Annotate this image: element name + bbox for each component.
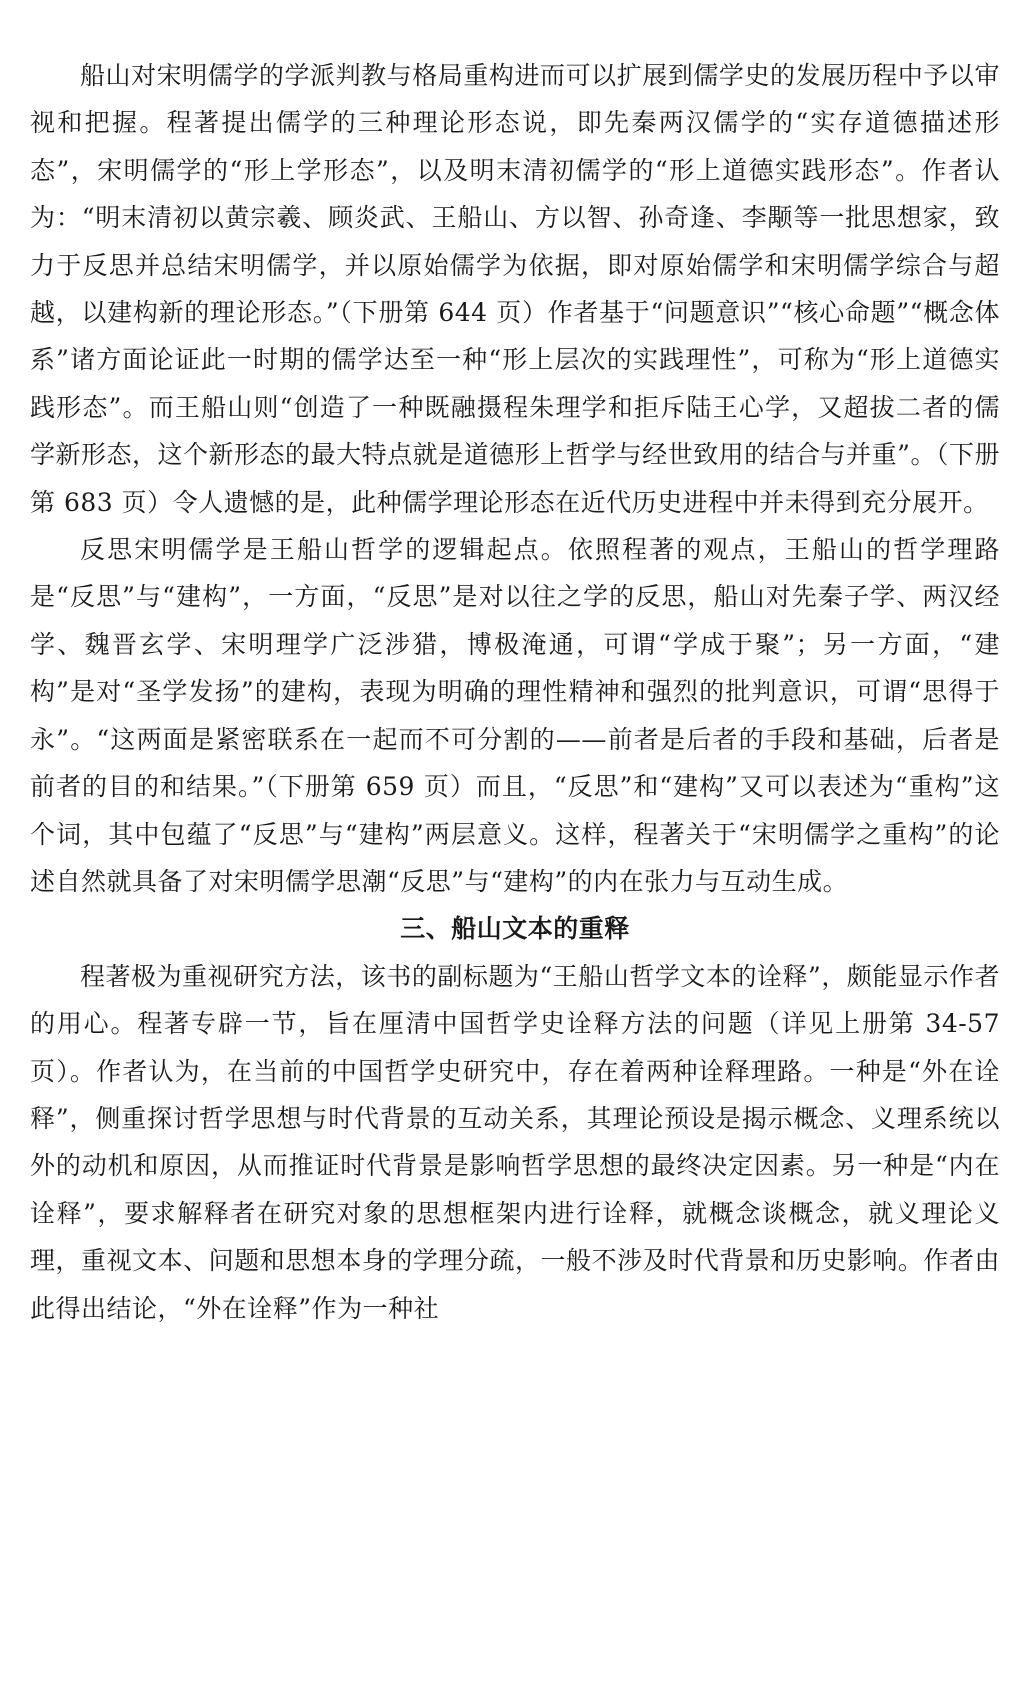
section-heading: 三、船山文本的重释 xyxy=(400,914,630,944)
document-page xyxy=(30,52,1000,1332)
paragraph-1: 船山对宋明儒学的学派判教与格局重构进而可以扩展到儒学史的发展历程中予以审视和把握。程著提出儒学的三种理论形态说，即先秦两汉儒学的“实存道德描述形态”，宋明儒学的“形上学形态”，以及明末清初儒学的“形上道德实践形态”。作者认为：“明末清初以黄宗羲、顾炎武、王船山、方以智、孙奇逢、李颙等一批思想家，致力于反思并总结宋明儒学，并以原始儒学为依据，即对原始儒学和宋明儒学综合与超越，以建构新的理论形态。”（下册第 644 页）作者基于“问题意识”“核心命题”“概念体系”诸方面论证此一时期的儒学达至一种“形上层次的实践理性”，可称为“形上道德实践形态”。而王船山则“创造了一种既融摄程朱理学和拒斥陆王心学，又超拔二者的儒学新形态，这个新形态的最大特点就是道德形上哲学与经世致用的结合与并重”。（下册第 683 页）令人遗憾的是，此种儒学理论形态在近代历史进程中并未得到充分展开。 xyxy=(30,61,1000,517)
paragraph-3: 程著极为重视研究方法，该书的副标题为“王船山哲学文本的诠释”，颇能显示作者的用心。程著专辟一节，旨在厘清中国哲学史诠释方法的问题（详见上册第 34-57 页）。作者认为，在当前的中国哲学史研究中，存在着两种诠释理路。一种是“外在诠释”，侧重探讨哲学思想与时代背景的互动关系，其理论预设是揭示概念、义理系统以外的动机和原因，从而推证时代背景是影响哲学思想的最终决定因素。另一种是“内在诠释”，要求解释者在研究对象的思想框架内进行诠释，就概念谈概念，就义理论义理，重视文本、问题和思想本身的学理分疏，一般不涉及时代背景和历史影响。作者由此得出结论，“外在诠释”作为一种社 xyxy=(30,961,1000,1323)
paragraph-2: 反思宋明儒学是王船山哲学的逻辑起点。依照程著的观点，王船山的哲学理路是“反思”与“建构”，一方面，“反思”是对以往之学的反思，船山对先秦子学、两汉经学、魏晋玄学、宋明理学广泛涉猎，博极淹通，可谓“学成于聚”；另一方面，“建构”是对“圣学发扬”的建构，表现为明确的理性精神和强烈的批判意识，可谓“思得于永”。“这两面是紧密联系在一起而不可分割的——前者是后者的手段和基础，后者是前者的目的和结果。”（下册第 659 页）而且，“反思”和“建构”又可以表述为“重构”这个词，其中包蕴了“反思”与“建构”两层意义。这样，程著关于“宋明儒学之重构”的论述自然就具备了对宋明儒学思潮“反思”与“建构”的内在张力与互动生成。 xyxy=(30,535,1000,896)
